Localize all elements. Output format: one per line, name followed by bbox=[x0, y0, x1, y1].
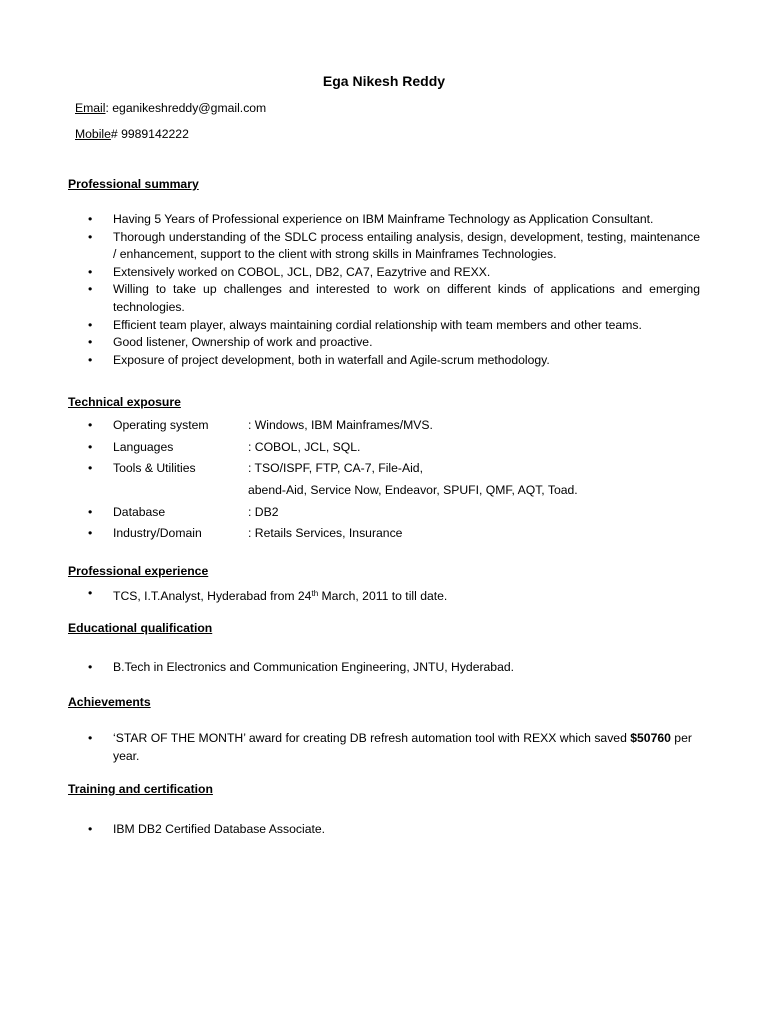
tech-value: : Retails Services, Insurance bbox=[248, 526, 403, 541]
tech-value: abend-Aid, Service Now, Endeavor, SPUFI, QMF, AQT, Toad. bbox=[248, 483, 578, 498]
list-item: • Having 5 Years of Professional experience on IBM Mainframe Technology as Application Consultant. bbox=[88, 211, 700, 229]
section-title-training: Training and certification bbox=[68, 782, 213, 796]
section-title-education: Educational qualification bbox=[68, 621, 213, 635]
bullet-icon: • bbox=[88, 229, 93, 244]
experience-text-end: March, 2011 to till date. bbox=[318, 589, 448, 603]
list-item: • Extensively worked on COBOL, JCL, DB2, CA7, Eazytrive and REXX. bbox=[88, 264, 700, 282]
tech-value: : Windows, IBM Mainframes/MVS. bbox=[248, 418, 433, 432]
summary-list bbox=[88, 211, 700, 369]
tech-row-tools bbox=[88, 460, 700, 482]
tech-label: Database bbox=[113, 504, 166, 519]
section-title-technical: Technical exposure bbox=[68, 395, 181, 409]
bullet-icon: • bbox=[88, 660, 93, 674]
mobile-label: Mobile bbox=[75, 127, 111, 141]
list-item: • Thorough understanding of the SDLC process entailing analysis, design, development, testing, maintenance / enhancement, support to the client with strong skills in Mainframes Technologies. bbox=[88, 229, 700, 262]
list-item: • B.Tech in Electronics and Communication Engineering, JNTU, Hyderabad. bbox=[88, 659, 700, 677]
bullet-icon: • bbox=[88, 212, 93, 226]
tech-label: Operating system bbox=[113, 418, 209, 432]
bullet-icon: • bbox=[88, 439, 93, 454]
bullet-icon: • bbox=[88, 731, 93, 745]
section-title-achievements: Achievements bbox=[68, 695, 151, 709]
bullet-icon: • bbox=[88, 335, 93, 350]
bullet-icon: • bbox=[88, 586, 93, 600]
bullet-icon: • bbox=[88, 526, 93, 541]
email-value: : eganikeshreddy@gmail.com bbox=[105, 101, 267, 115]
list-item: • Good listener, Ownership of work and proactive. bbox=[88, 334, 700, 352]
list-item: • ‘STAR OF THE MONTH’ award for creating DB refresh automation tool with REXX which saved $50760 per year. bbox=[88, 731, 692, 763]
training-list bbox=[88, 821, 700, 839]
mobile-line bbox=[75, 127, 189, 141]
list-item: • Willing to take up challenges and interested to work on different kinds of applications and emerging technologies. bbox=[88, 282, 700, 314]
tech-row-database bbox=[88, 504, 700, 526]
list-item: • Efficient team player, always maintaining cordial relationship with team members and other teams. bbox=[88, 317, 700, 335]
tech-row-domain bbox=[88, 525, 700, 547]
tech-row-os bbox=[88, 417, 700, 439]
bullet-icon: • bbox=[88, 418, 93, 432]
tech-row-tools-continued bbox=[88, 482, 700, 504]
bullet-icon: • bbox=[88, 264, 93, 279]
bullet-icon: • bbox=[88, 352, 93, 367]
tech-label: Tools & Utilities bbox=[113, 461, 196, 476]
achievements-list bbox=[88, 730, 700, 765]
section-title-summary: Professional summary bbox=[68, 177, 199, 191]
candidate-name: Ega Nikesh Reddy bbox=[322, 73, 446, 89]
experience-text: TCS, I.T.Analyst, Hyderabad from 24 bbox=[113, 589, 312, 603]
bullet-icon: • bbox=[88, 317, 93, 332]
section-title-experience: Professional experience bbox=[68, 564, 209, 578]
tech-label: Languages bbox=[113, 439, 174, 454]
tech-value: : TSO/ISPF, FTP, CA-7, File-Aid, bbox=[248, 461, 423, 476]
date-suffix: th bbox=[311, 589, 319, 598]
list-item: • IBM DB2 Certified Database Associate. bbox=[88, 821, 700, 839]
email-label: Email bbox=[75, 101, 106, 115]
list-item bbox=[88, 585, 700, 606]
tech-label: Industry/Domain bbox=[113, 526, 202, 541]
bullet-icon: • bbox=[88, 282, 93, 297]
bullet-icon: • bbox=[88, 822, 93, 836]
mobile-value: # 9989142222 bbox=[110, 127, 189, 141]
tech-value: : COBOL, JCL, SQL. bbox=[248, 439, 361, 454]
education-list bbox=[88, 659, 700, 677]
technical-table bbox=[88, 417, 700, 547]
bullet-icon: • bbox=[88, 504, 93, 519]
email-line bbox=[75, 101, 266, 115]
experience-list bbox=[88, 585, 700, 606]
tech-row-languages bbox=[88, 439, 700, 461]
tech-value: : DB2 bbox=[248, 504, 279, 519]
list-item: • Exposure of project development, both in waterfall and Agile-scrum methodology. bbox=[88, 352, 700, 370]
bullet-icon: • bbox=[88, 461, 93, 476]
award-amount: $50760 bbox=[630, 731, 671, 745]
